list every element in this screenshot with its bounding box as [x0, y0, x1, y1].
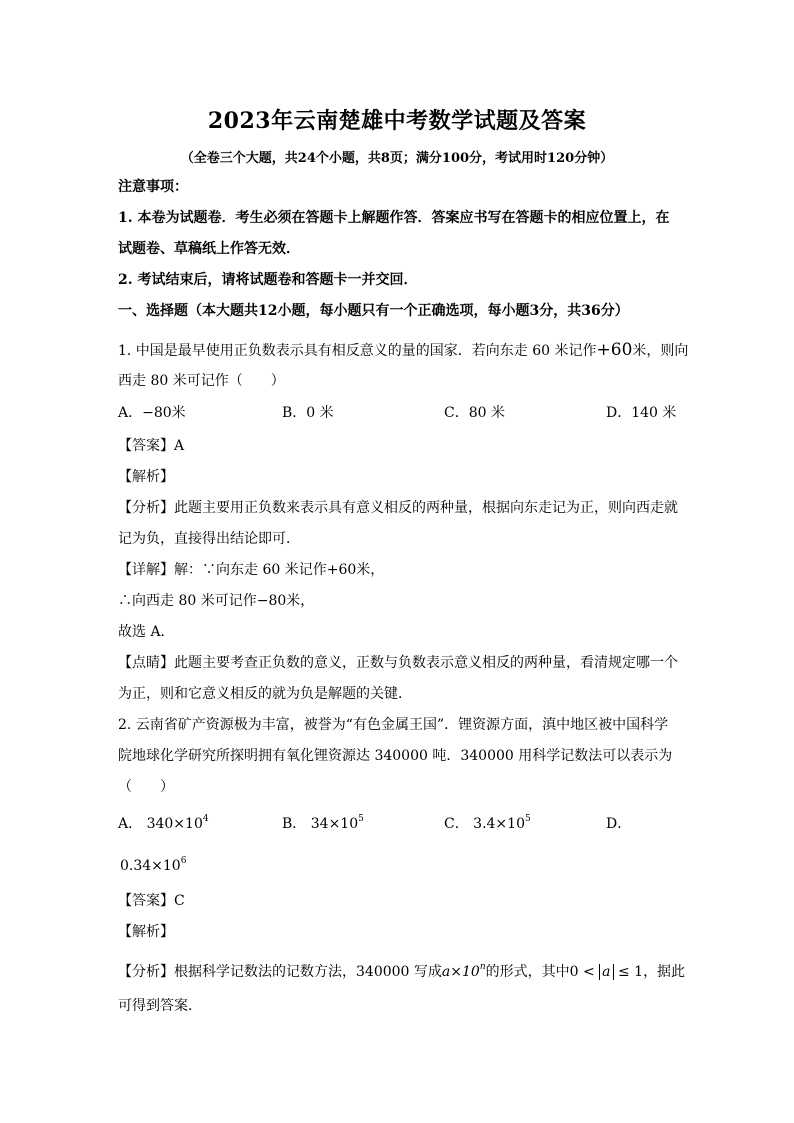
notice-heading: 注意事项：	[118, 179, 188, 195]
q1-stem-line-2: 西走 80 米可记作（ ）	[118, 373, 285, 389]
q1-answer: 【答案】A	[118, 438, 185, 454]
q2-stem-line-2: 院地球化学研究所探明拥有氧化锂资源达 340000 吨．340000 用科学记数法可以表示为	[118, 748, 673, 764]
q2-option-a-exponent: 4	[202, 814, 209, 824]
q2-option-c-exponent: 5	[524, 814, 531, 824]
q1-option-d: D．140 米	[606, 405, 677, 421]
q2-fenxi-inequality-left: 0 <	[569, 964, 600, 980]
q2-fenxi-text-c: ，据此	[643, 964, 686, 980]
q2-option-c-label: C．	[444, 816, 469, 832]
q1-detail-line-2: ∴向西走 80 米可记作−80米，	[118, 593, 315, 609]
q2-option-a-label: A．	[118, 816, 143, 832]
q2-option-b-base: 34×10	[310, 816, 359, 832]
q2-option-d-exponent: 6	[180, 856, 187, 866]
q2-option-a	[118, 814, 209, 834]
q2-option-b-exponent: 5	[358, 814, 364, 824]
q2-answer: 【答案】C	[118, 893, 185, 909]
page-title: 2023年云南楚雄中考数学试题及答案	[207, 108, 587, 134]
exam-info: （全卷三个大题，共24个小题，共8页；满分100分，考试用时120分钟）	[180, 151, 614, 166]
q2-fenxi-text-a: 【分析】根据科学记数法的记数方法，340000 写成	[118, 964, 442, 980]
q1-comment-line-1: 【点睛】此题主要考查正负数的意义，正数与负数表示意义相反的两种量，看清规定哪一个	[118, 655, 678, 671]
notice-item-2: 2. 考试结束后，请将试题卷和答题卡一并交回．	[118, 272, 418, 288]
q2-stem-line-3: （ ）	[118, 779, 174, 795]
q2-fenxi-line-2: 可得到答案．	[118, 998, 202, 1014]
q1-detail-line-3: 故选 A．	[118, 624, 175, 640]
q1-comment-line-2: 为正，则和它意义相反的就为负是解题的关键．	[118, 686, 412, 702]
q2-fenxi-inequality-variable: a	[599, 964, 613, 980]
q2-option-d-base: 0.34×10	[120, 858, 181, 874]
q2-stem-line-1: 2. 云南省矿产资源极为丰富，被誉为“有色金属王国”．锂资源方面，滇中地区被中国科学	[118, 717, 669, 733]
q1-stem-text-b: 米，则向	[632, 343, 689, 359]
notice-item-1-line-2: 试题卷、草稿纸上作答无效．	[118, 241, 300, 257]
q2-fenxi-expression-base: a×10	[441, 964, 480, 980]
q2-option-d	[120, 856, 186, 876]
q1-fenxi-line-1: 【分析】此题主要用正负数来表示具有意义相反的两种量，根据向东走记为正，则向西走就	[118, 500, 678, 516]
q1-stem-text-a: 1. 中国是最早使用正负数表示具有相反意义的量的国家．若向东走 60 米记作	[118, 343, 597, 359]
q1-option-c: C．80 米	[444, 405, 505, 421]
q2-option-b	[282, 814, 364, 834]
q1-detail-line-1: 【详解】解：∵向东走 60 米记作+60米，	[118, 562, 385, 578]
q2-fenxi-inequality-right: ≤ 1	[613, 964, 644, 980]
q1-fenxi-line-2: 记为负，直接得出结论即可．	[118, 531, 300, 547]
q2-option-c	[444, 814, 531, 834]
q2-option-a-base: 340×10	[146, 816, 203, 832]
q2-option-c-base: 3.4×10	[473, 816, 525, 832]
q1-option-a: A．−80米	[118, 405, 186, 421]
q1-stem-line-1	[118, 340, 688, 361]
q1-analysis-label: 【解析】	[118, 469, 174, 485]
q2-fenxi-text-b: 的形式，其中	[485, 964, 570, 980]
q1-option-b: B．0 米	[282, 405, 334, 421]
section-1-heading: 一、选择题（本大题共12小题，每小题只有一个正确选项，每小题3分，共36分）	[118, 303, 629, 319]
q2-fenxi-line-1	[118, 962, 688, 982]
q2-analysis-label: 【解析】	[118, 924, 174, 940]
q1-stem-expression: +60	[596, 340, 633, 360]
q2-option-b-label: B．	[282, 816, 307, 832]
q2-fenxi-expression-exponent: n	[479, 962, 486, 972]
notice-item-1-line-1: 1. 本卷为试题卷．考生必须在答题卡上解题作答．答案应书写在答题卡的相应位置上，在	[118, 210, 670, 226]
q2-option-d-label: D．	[606, 816, 632, 832]
